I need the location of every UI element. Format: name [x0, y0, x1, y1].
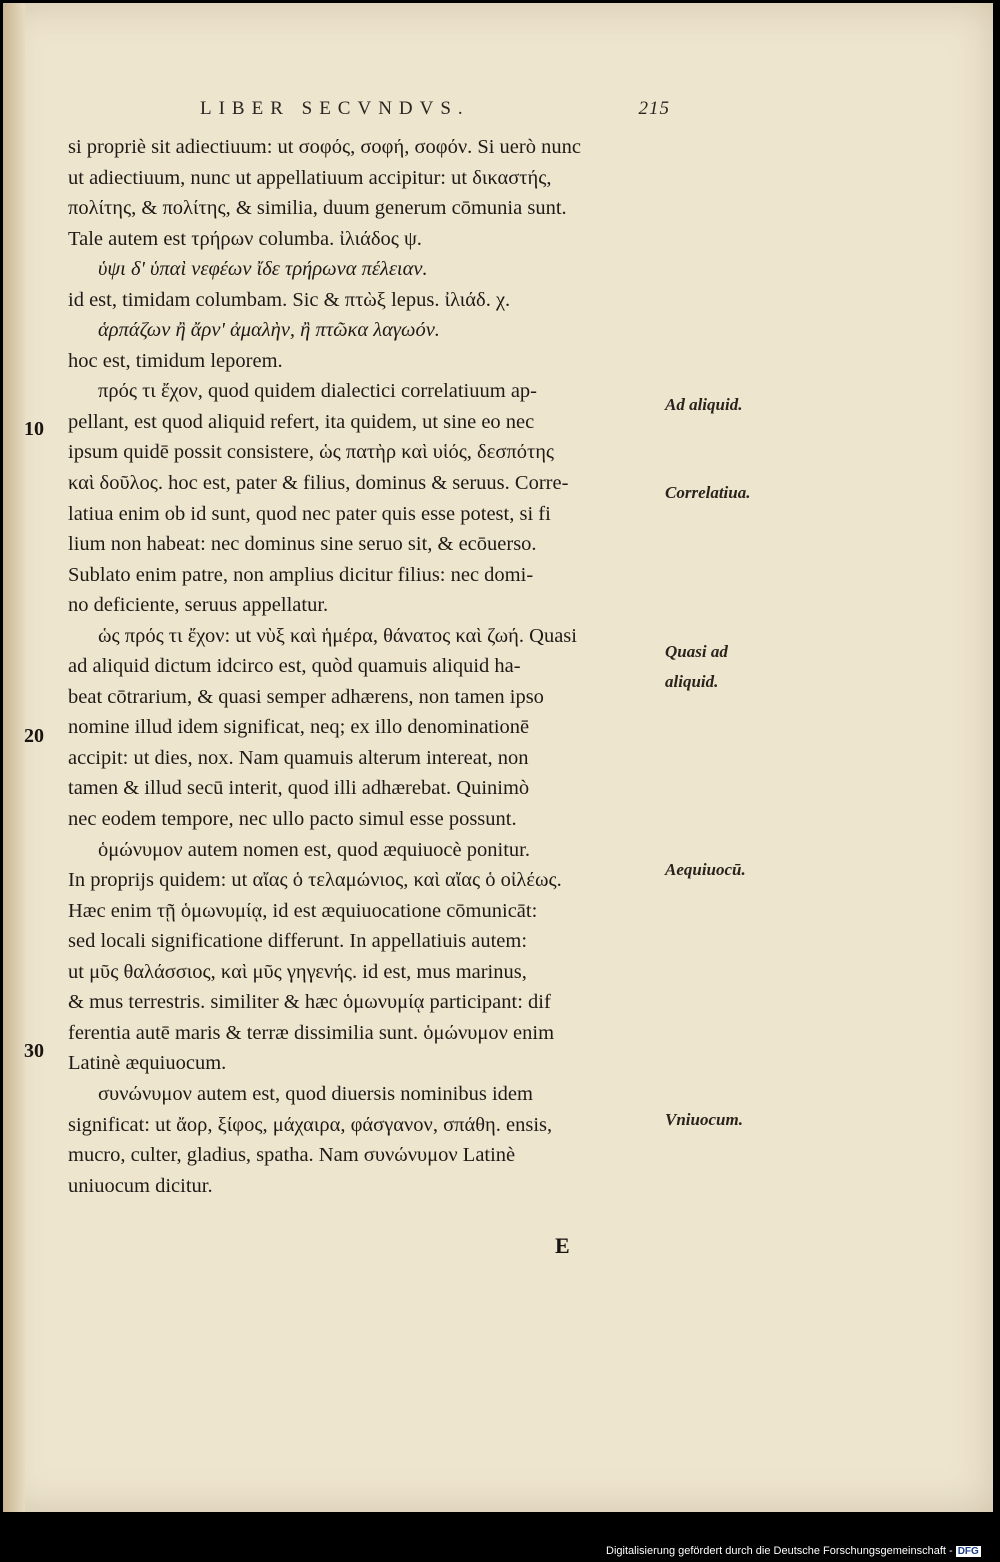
- verse-quote: ἁρπάζων ἢ ἄρν' ἀμαλὴν, ἢ πτῶκα λαγωόν.: [98, 319, 440, 342]
- text-line: mucro, culter, gladius, spatha. Nam συνώνυμον Latinè: [68, 1144, 516, 1167]
- text-line: sed locali significatione differunt. In appellatiuis autem:: [68, 930, 528, 953]
- text-line: Latinè æquiuocum.: [68, 1052, 227, 1075]
- paragraph-start: πρός τι ἔχον, quod quidem dialectici correlatiuum ap-: [98, 380, 537, 403]
- text-line: Hæc enim τῇ ὁμωνυμίᾳ, id est æquiuocatione cōmunicāt:: [68, 899, 538, 922]
- page-gutter: [3, 3, 25, 1512]
- text-line: id est, timidam columbam. Sic & πτὼξ lepus. ἰλιάδ. χ.: [68, 288, 511, 311]
- text-line: ferentia autē maris & terræ dissimilia sunt. ὁμώνυμον enim: [68, 1021, 555, 1044]
- margin-note-quasi-ad: Quasi ad: [665, 642, 728, 661]
- margin-note-aequiuocum: Aequiuocū.: [665, 860, 746, 879]
- paragraph-start: ὁμώνυμον autem nomen est, quod æquiuocè ponitur.: [98, 838, 530, 861]
- line-number: 20: [24, 725, 44, 747]
- margin-note-correlatiua: Correlatiua.: [665, 483, 751, 502]
- text-line: ut μῦς θαλάσσιος, καὶ μῦς γηγενής. id est, mus marinus,: [68, 960, 527, 983]
- page-number: 215: [638, 98, 670, 119]
- dfg-logo: DFG: [957, 1546, 979, 1557]
- text-line: πολίτης, & πολίτης, & similia, duum generum cōmunia sunt.: [68, 197, 567, 220]
- text-line: latiua enim ob id sunt, quod nec pater quis esse potest, si fi: [68, 502, 551, 525]
- paragraph-start: συνώνυμον autem est, quod diuersis nominibus idem: [98, 1082, 533, 1105]
- text-line: lium non habeat: nec dominus sine seruo sit, & ecōuerso.: [68, 533, 537, 556]
- text-line: hoc est, timidum leporem.: [68, 349, 283, 372]
- text-block: [68, 132, 668, 1201]
- running-header: [200, 98, 670, 128]
- text-line: nec eodem tempore, nec ullo pacto simul esse possunt.: [68, 808, 517, 831]
- text-line: Sublato enim patre, non amplius dicitur filius: nec domi-: [68, 563, 534, 586]
- text-line: si propriè sit adiectiuum: ut σοφός, σοφή, σοφόν. Si uerò nunc: [68, 136, 581, 158]
- margin-note-aliquid: aliquid.: [665, 672, 719, 691]
- text-line: nomine illud idem significat, neq; ex illo denominationē: [68, 716, 530, 739]
- text-line: no deficiente, seruus appellatur.: [68, 594, 329, 617]
- text-line: In proprijs quidem: ut αἴας ὁ τελαμώνιος, καὶ αἴας ὁ οἰλέως.: [68, 869, 562, 892]
- text-line: uniuocum dicitur.: [68, 1174, 213, 1197]
- text-line: accipit: ut dies, nox. Nam quamuis alterum intereat, non: [68, 746, 529, 769]
- text-line: ut adiectiuum, nunc ut appellatiuum accipitur: ut δικαστής,: [68, 166, 552, 189]
- text-line: καὶ δοῦλος. hoc est, pater & filius, dominus & seruus. Corre-: [68, 472, 569, 495]
- text-line: beat cōtrarium, & quasi semper adhærens, non tamen ipso: [68, 685, 544, 708]
- text-line: ipsum quidē possit consistere, ὡς πατὴρ καὶ υἱός, δεσπότης: [68, 441, 555, 464]
- paragraph-start: ὡς πρός τι ἔχον: ut νὺξ καὶ ἡμέρα, θάνατος καὶ ζωή. Quasi: [98, 624, 577, 647]
- verse-quote: ὑψι δ' ὑπαὶ νεφέων ἴδε τρήρωνα πέλειαν.: [98, 258, 428, 281]
- text-line: Tale autem est τρήρων columba. ἰλιάδος ψ.: [68, 227, 422, 250]
- text-line: ad aliquid dictum idcirco est, quòd quamuis aliquid ha-: [68, 655, 521, 678]
- line-number: 10: [24, 418, 44, 440]
- text-line: tamen & illud secū interit, quod illi adhærebat. Quinimò: [68, 777, 530, 800]
- footer-text: Digitalisierung gefördert durch die Deutsche Forschungsgemeinschaft -: [606, 1545, 953, 1557]
- running-title: LIBER SECVNDVS.: [200, 98, 470, 119]
- margin-note-vniuocum: Vniuocum.: [665, 1110, 743, 1129]
- digitization-footer: [606, 1545, 998, 1560]
- line-number: 30: [24, 1040, 44, 1062]
- margin-note-ad-aliquid: Ad aliquid.: [665, 395, 743, 414]
- text-line: & mus terrestris. similiter & hæc ὁμωνυμίᾳ participant: dif: [68, 991, 551, 1014]
- signature-mark: E: [555, 1233, 570, 1258]
- text-line: significat: ut ἄορ, ξίφος, μάχαιρα, φάσγανον, σπάθη. ensis,: [68, 1113, 553, 1136]
- text-line: pellant, est quod aliquid refert, ita quidem, ut sine eo nec: [68, 410, 535, 433]
